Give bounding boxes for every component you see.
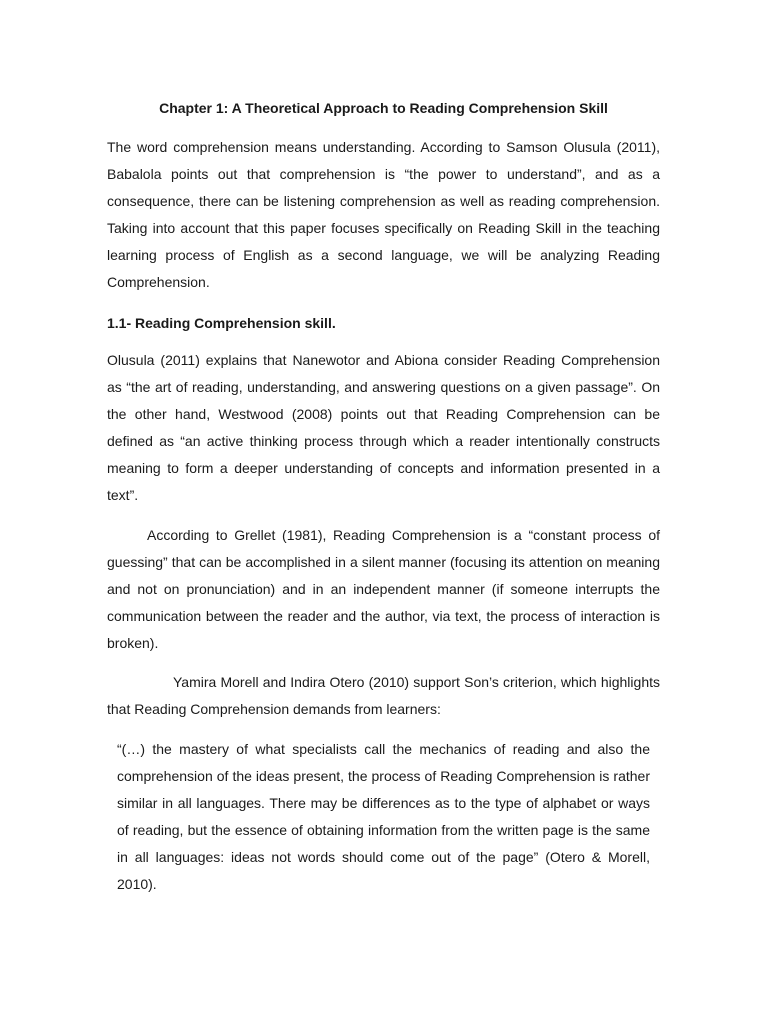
intro-paragraph: The word comprehension means understanding. According to Samson Olusula (2011), Babalola points out that comprehension is “the power to understand”, and as a consequence, there can be listening comprehension as well as reading comprehension. Taking into account that this paper focuses specifically on Reading Skill in the teaching learning process of English as a second language, we will be analyzing Reading Comprehension.: [107, 139, 660, 290]
chapter-title: Chapter 1: A Theoretical Approach to Reading Comprehension Skill: [159, 100, 608, 116]
paragraph-grellet: According to Grellet (1981), Reading Comprehension is a “constant process of guessing” that can be accomplished in a silent manner (focusing its attention on meaning and not on pronunciation) and in an independent manner (if someone interrupts the communication between the reader and the author, via text, the process of interaction is broken).: [107, 527, 660, 651]
section-heading: 1.1- Reading Comprehension skill.: [107, 315, 336, 331]
paragraph-olusula: Olusula (2011) explains that Nanewotor and Abiona consider Reading Comprehension as “the art of reading, understanding, and answering questions on a given passage”. On the other hand, Westwood (2008) points out that Reading Comprehension can be defined as “an active thinking process through which a reader intentionally constructs meaning to form a deeper understanding of concepts and information presented in a text”.: [107, 352, 660, 503]
block-quote: “(…) the mastery of what specialists call the mechanics of reading and also the comprehension of the ideas present, the process of Reading Comprehension is rather similar in all languages. There may be differences as to the type of alphabet or ways of reading, but the essence of obtaining information from the written page is the same in all languages: ideas not words should come out of the page” (Otero & Morell, 2010).: [117, 741, 650, 892]
paragraph-morell-otero: Yamira Morell and Indira Otero (2010) support Son’s criterion, which highlights that Reading Comprehension demands from learners:: [107, 674, 660, 717]
